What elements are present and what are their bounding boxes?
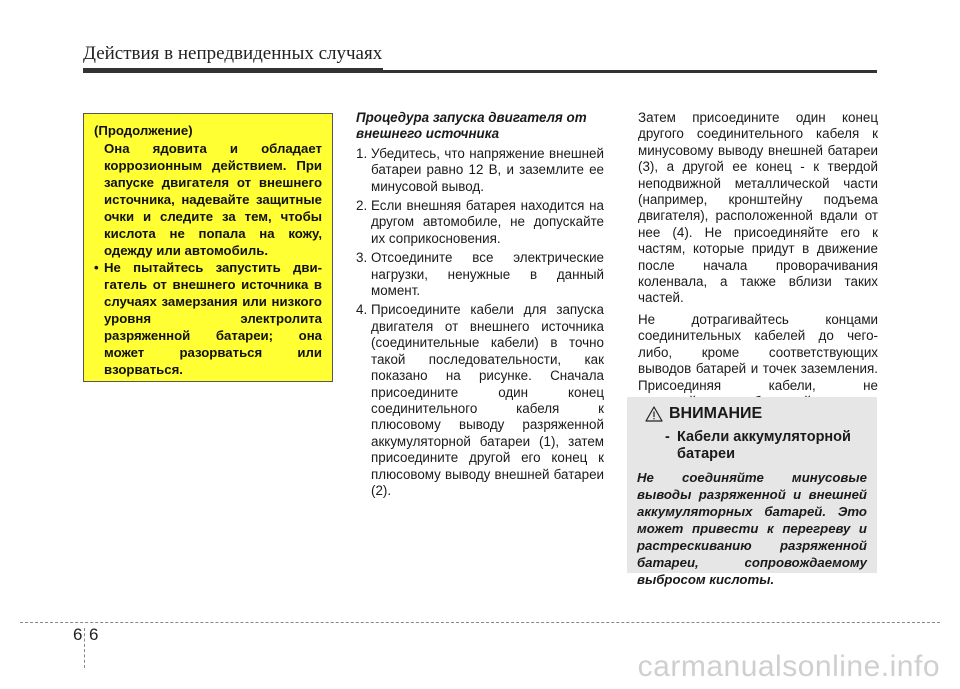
procedure-step — [356, 146, 604, 195]
page-header-title: Действия в непредвиденных случаях — [83, 43, 383, 64]
warning-box-bullet-text: Не пытайтесь запустить дви-гатель от внешнего источника в случаях замерзания или низкого уровня электролита разряженной батареи; она может разорваться или взорваться. — [104, 260, 322, 377]
caution-box — [627, 397, 877, 587]
step-number: 3. — [356, 250, 368, 266]
page-number-section: 6 — [73, 625, 83, 644]
header-rule-accent — [83, 68, 383, 73]
step-number: 1. — [356, 145, 368, 161]
step-text: Отсоедините все электрические нагрузки, ненужные в данный момент. — [371, 250, 604, 299]
procedure-step — [356, 302, 604, 499]
step-number: 4. — [356, 302, 368, 318]
warning-box-title: (Продолжение) — [94, 123, 193, 138]
procedure-steps — [356, 146, 604, 500]
caution-subtitle — [665, 429, 867, 463]
warning-box-paragraph: Она ядовита и обладает коррозионным действием. При запуске двигателя от внешнего источника, надевайте защитные очки и следите за тем, чтобы кислота не попала на кожу, одежду или автомобиль. — [104, 141, 322, 258]
warning-triangle-icon — [645, 406, 667, 427]
page-number-page: 6 — [89, 625, 99, 644]
caution-title: ВНИМАНИЕ — [669, 405, 763, 422]
procedure-column — [356, 110, 604, 502]
caution-body: Не соединяйте минусовые выводы разряженной и внешней аккумуляторных батарей. Это может привести к перегреву и растрескиванию разряженной батареи, сопровождаемому выбросом кислоты. — [637, 470, 867, 587]
step-text: Присоедините кабели для запуска двигателя от внешнего источника (соединительные кабели) в точно такой последовательности, как показано на рисунке. Сначала присоедините один конец соединительного кабеля к плюсовому выводу разряженной аккумуляторной батареи (1), затем присоедините другой его конец к плюсовому выводу внешней батареи (2). — [371, 302, 604, 498]
page-number-divider — [84, 628, 85, 668]
procedure-title: Процедура запуска двигателя от внешнего источника — [356, 110, 587, 142]
caution-subtitle-line2: батареи — [677, 446, 736, 462]
caution-subtitle-dash: - — [665, 429, 670, 445]
right-paragraph: Не дотрагивайтесь концами соединительных кабелей до чего-либо, кроме соответствующих выводов батарей и точек заземления. Присоединяя кабели, не — [638, 311, 878, 393]
footer-rule — [20, 622, 940, 623]
step-text: Убедитесь, что напряжение внешней батареи равно 12 В, и заземлите ее минусовой вывод. — [371, 145, 604, 194]
procedure-step — [356, 250, 604, 299]
warning-box-bullet — [94, 259, 322, 378]
caution-subtitle-line1: Кабели аккумуляторной — [677, 429, 851, 445]
warning-box — [83, 113, 333, 382]
right-column — [638, 110, 878, 415]
right-paragraph: Затем присоедините один конец другого соединительного кабеля к минусовому выводу внешней батареи (3), а другой ее конец - к твердой неподвижной металлической части (например, кронштейну подъема двигателя), расположенной вдали от нее (4). Не присоединяйте его к частям, которые придут в движение после начала проворачивания коленвала, а также вблизи таких частей. — [638, 110, 878, 306]
caution-header — [637, 405, 867, 427]
bullet-marker: • — [94, 260, 99, 275]
procedure-step — [356, 198, 604, 247]
step-text: Если внешняя батарея находится на другом автомобиле, не допускайте их соприкосновения. — [371, 198, 604, 246]
step-number: 2. — [356, 198, 368, 214]
watermark: carmanualsonline.info — [637, 650, 940, 683]
